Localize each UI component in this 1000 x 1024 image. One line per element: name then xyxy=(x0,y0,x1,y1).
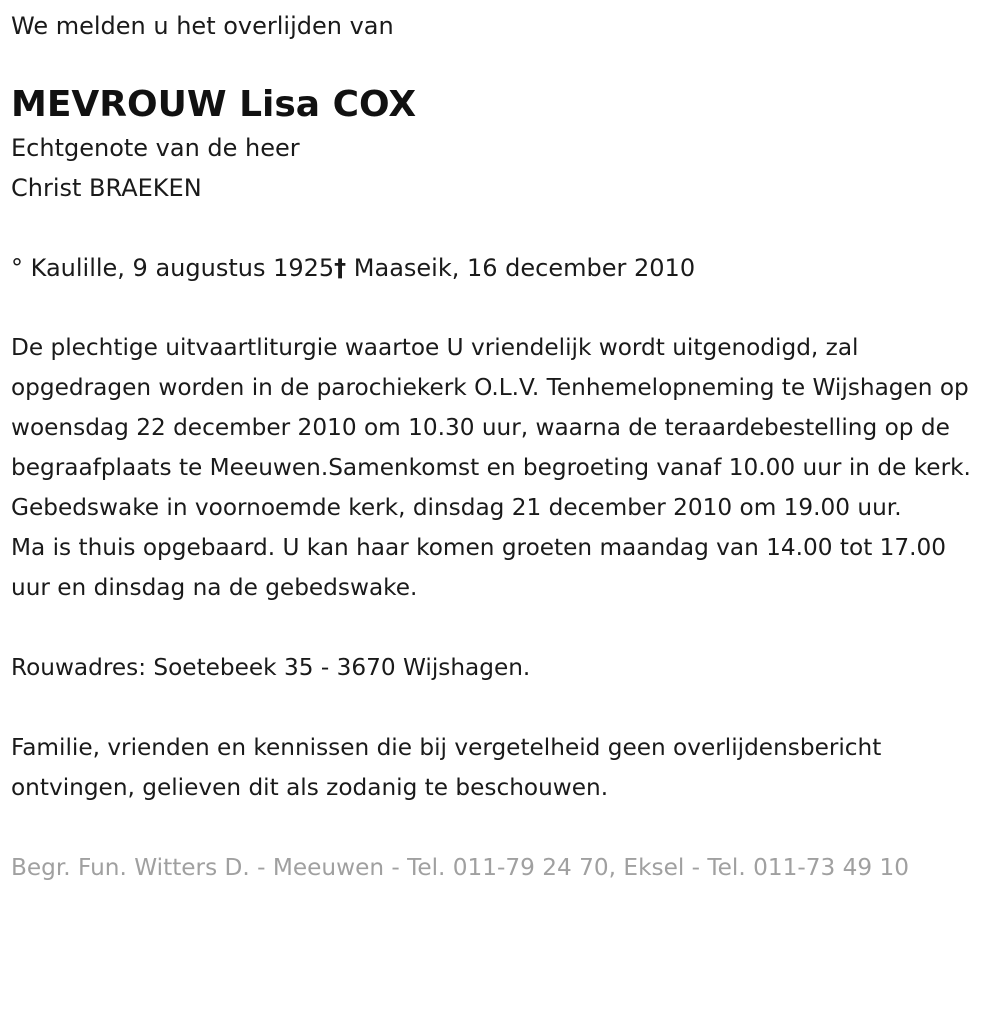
intro-text: We melden u het overlijden van xyxy=(11,12,394,40)
death-notice xyxy=(11,6,991,888)
spouse-line-2: Christ BRAEKEN xyxy=(11,174,202,202)
ceremony-paragraph: De plechtige uitvaartliturgie waartoe U vriendelijk wordt uitgenodigd, zal opgedragen worden in de parochiekerk O.L.V. Tenhemelopneming te Wijshagen op woensdag 22 december 2010 om 10.30 uur, waarna de teraardebestelling op de begraafplaats te Meeuwen.Samenkomst en begroeting vanaf 10.00 uur in de kerk. xyxy=(11,334,971,481)
vigil-paragraph: Gebedswake in voornoemde kerk, dinsdag 21 december 2010 om 19.00 uur. xyxy=(11,494,902,521)
deceased-name: MEVROUW Lisa COX xyxy=(11,84,417,125)
cross-icon: † xyxy=(334,254,347,282)
spacer xyxy=(11,688,991,728)
spacer xyxy=(11,288,991,328)
mourning-address: Rouwadres: Soetebeek 35 - 3670 Wijshagen. xyxy=(11,654,531,681)
viewing-paragraph: Ma is thuis opgebaard. U kan haar komen groeten maandag van 14.00 tot 17.00 uur en dinsdag na de gebedswake. xyxy=(11,534,947,601)
birth-info: ° Kaulille, 9 augustus 1925 xyxy=(11,254,335,282)
notice-paragraph: Familie, vrienden en kennissen die bij vergetelheid geen overlijdensbericht ontvingen, gelieven dit als zodanig te beschouwen. xyxy=(11,734,882,801)
death-info: Maaseik, 16 december 2010 xyxy=(346,254,696,282)
spacer xyxy=(11,208,991,248)
spacer xyxy=(11,808,991,848)
spouse-line-1: Echtgenote van de heer xyxy=(11,134,300,162)
funeral-home-footer: Begr. Fun. Witters D. - Meeuwen - Tel. 011-79 24 70, Eksel - Tel. 011-73 49 10 xyxy=(11,854,909,881)
spacer xyxy=(11,608,991,648)
dates-line xyxy=(11,248,991,288)
